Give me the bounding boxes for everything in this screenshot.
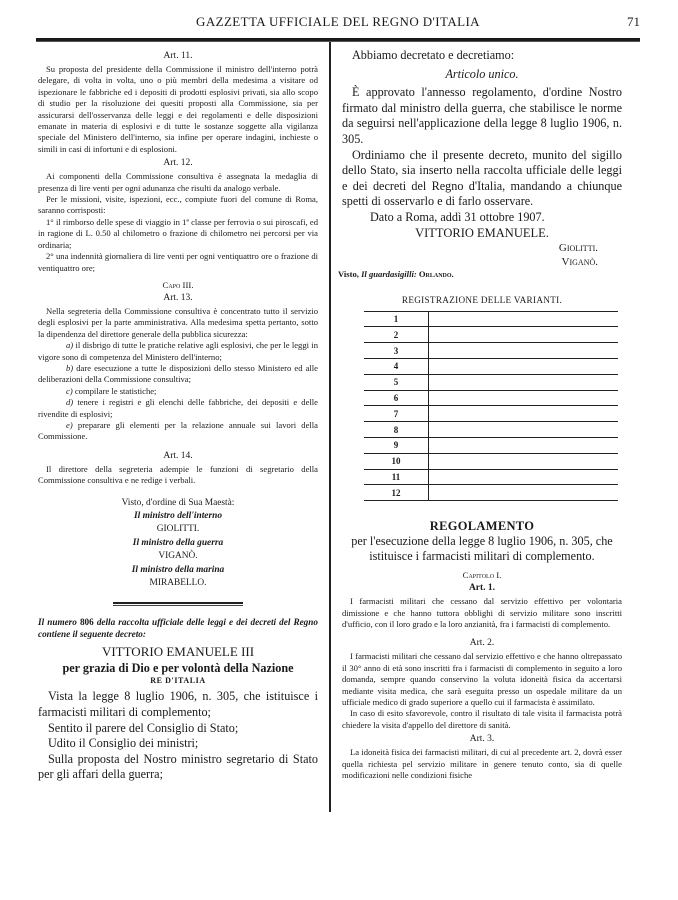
table-row: 3 bbox=[364, 343, 618, 359]
king-grace: per grazia di Dio e per volontà della Nazione bbox=[62, 661, 294, 676]
decreed-line: Abbiamo decretato e decretiamo: bbox=[352, 48, 515, 62]
regolamento-subtitle: per l'esecuzione della legge 8 luglio 1906, n. 305, che istituisce i farmacisti militari di complemento. bbox=[351, 534, 613, 564]
minister-name-vigano: VIGANÒ. bbox=[158, 551, 198, 562]
variants-table bbox=[364, 311, 618, 502]
art13-item-e: e) preparare gli elementi per la relazione annuale sui lavori della Commissione. bbox=[38, 419, 318, 442]
reg-art1-text: I farmacisti militari che cessano dal servizio effettivo per volontaria dimissione e che hanno tuttora obblighi di servizio militare sono inscritti d'ufficio, con il loro grado e la loro anzianità, fra i farmacisti di complemento. bbox=[342, 596, 622, 629]
left-column bbox=[38, 48, 318, 783]
decree-p2: Ordiniamo che il presente decreto, munito del sigillo dello Stato, sia inserto nella raccolta ufficiale delle leggi e dei decreti del Regno d'Italia, mandando a chiunque spetti di osservarlo e di farlo osservare. bbox=[342, 147, 622, 209]
table-row: 8 bbox=[364, 422, 618, 438]
preamble-line: Sulla proposta del Nostro ministro segretario di Stato per gli affari della guerra; bbox=[38, 751, 318, 782]
art11-heading: Art. 11. bbox=[163, 51, 193, 61]
art12-p3: 1° il rimborso delle spese di viaggio in 1ª classe per ferrovia o sui piroscafi, ed in ragione di L. 0.50 al chilometro o frazione di chilometro nei percorsi per via ordinaria; bbox=[38, 216, 318, 250]
minister-role-navy: Il ministro della marina bbox=[131, 564, 225, 575]
reg-art2-body bbox=[342, 651, 622, 731]
art3-heading: Art. 3. bbox=[469, 734, 495, 745]
variants-table-title: REGISTRAZIONE DELLE VARIANTI. bbox=[401, 294, 563, 305]
king-name: VITTORIO EMANUELE III bbox=[101, 644, 255, 660]
art13-heading: Art. 13. bbox=[163, 292, 193, 303]
art12-p2: Per le missioni, visite, ispezioni, ecc., compiute fuori del comune di Roma, saranno corrisposti: bbox=[38, 194, 318, 216]
capo3-heading: Capo III. bbox=[162, 279, 194, 290]
art14-body bbox=[38, 464, 318, 487]
minister-name-mirabello: MIRABELLO. bbox=[149, 578, 207, 589]
reg-art3-text: La idoneità fisica dei farmacisti militari, di cui al precedente art. 2, dovrà esser quella richiesta pel servizio militare in genere tenuto conto, sia di quelle modificazioni nelle condizioni fisiche bbox=[342, 747, 622, 780]
minister-role-interior: Il ministro dell'interno bbox=[133, 511, 223, 521]
preamble-line: Sentito il parere del Consiglio di Stato; bbox=[48, 720, 239, 735]
table-row: 6 bbox=[364, 390, 618, 406]
table-row: 10 bbox=[364, 453, 618, 469]
page-number: 71 bbox=[627, 14, 640, 29]
minister-name-giolitti: GIOLITTI. bbox=[156, 524, 200, 535]
reg-art2-p1: I farmacisti militari che cessano dal servizio effettivo e che hanno oltrepassato il 30° anno di età sono inscritti fra i farmacisti di complemento in seguito a loro domanda, sempre quando conservino la voluta idoneità fisica da accertarsi mediante visita medica, che sarà eseguita presso un ospedale militare da un ufficiale medico di grado superiore a quello cui il farmacista è assimilato. bbox=[342, 651, 622, 707]
reg-art3-body bbox=[342, 747, 622, 781]
section-separator bbox=[113, 602, 243, 606]
art1-heading: Art. 1. bbox=[468, 583, 496, 594]
header-double-rule bbox=[36, 38, 640, 42]
ministers-signatures bbox=[38, 497, 318, 591]
king-title: RE D'ITALIA bbox=[150, 676, 206, 686]
art13-item-b: b) dare esecuzione a tutte le disposizioni dello stesso Ministero ed alle deliberazioni della Commissione consultiva; bbox=[38, 362, 318, 385]
art2-heading: Art. 2. bbox=[469, 638, 495, 649]
table-row: 4 bbox=[364, 358, 618, 374]
art14-text: Il direttore della segreteria adempie le funzioni di segretario della Commissione consultiva e ne redige i verbali. bbox=[38, 463, 318, 486]
right-column bbox=[338, 48, 622, 781]
publication-title: GAZZETTA UFFICIALE DEL REGNO D'ITALIA bbox=[196, 14, 480, 29]
table-row: 2 bbox=[364, 327, 618, 343]
preamble-line: Vista la legge 8 luglio 1906, n. 305, che istituisce i farmacisti militari di complemento; bbox=[38, 689, 318, 720]
decree-preamble bbox=[38, 689, 318, 783]
visto-line: Visto, d'ordine di Sua Maestà: bbox=[121, 497, 235, 508]
guardasigilli-line: Visto, Il guardasigilli: Orlando. bbox=[338, 269, 454, 280]
table-row: 1 bbox=[364, 311, 618, 327]
table-row: 9 bbox=[364, 437, 618, 453]
art13-body bbox=[38, 306, 318, 443]
king-signature: VITTORIO EMANUELE. bbox=[415, 225, 549, 240]
art12-heading: Art. 12. bbox=[163, 158, 193, 169]
minister-role-war: Il ministro della guerra bbox=[132, 537, 224, 548]
art13-item-d: d) tenere i registri e gli elenchi delle fabbriche, dei depositi e delle rivendite di esplosivi; bbox=[38, 397, 318, 419]
art13-intro: Nella segreteria della Commissione consultiva è concentrato tutto il servizio degli esplosivi per la parte amministrativa. Alla medesima spetta pertanto, sotto la dipendenza del direttore generale della pubblica sicurezza: bbox=[38, 305, 318, 339]
page-header bbox=[36, 14, 640, 34]
art12-body bbox=[38, 171, 318, 274]
capitolo-heading: Capitolo I. bbox=[462, 570, 502, 581]
art13-item-c: c) compilare le statistiche; bbox=[66, 385, 157, 396]
decree-intro: Il numero 806 della raccolta ufficiale delle leggi e dei decreti del Regno contiene il seguente decreto: bbox=[38, 617, 318, 640]
signature-giolitti: Giolitti. bbox=[558, 242, 598, 255]
decree-body bbox=[342, 48, 622, 241]
art12-p4: 2° una indennità giornaliera di lire venti per ogni ventiquattro ore o frazione di ventiquattro ore; bbox=[38, 251, 318, 273]
table-row: 12 bbox=[364, 485, 618, 501]
art14-heading: Art. 14. bbox=[163, 450, 193, 461]
art11-text: Su proposta del presidente della Commissione il ministro dell'interno potrà delegare, di volta in volta, uno o più membri della medesima a visitare od ispezionare le fabbriche ed i depositi di prodotti esplosivi privati, sia allo scopo di studio per la risoluzione dei quesiti proposti alla Commissione, sia per assicurarsi dell'osservanza delle leggi e dei regolamenti e delle disposizioni emanate in materia di esplosivi e di tutte le sostanze soggette alla vigilanza speciale del Ministero dell'interno, sia infine per operare indagini, inchieste o simili in casi di infortuni e di esplosioni. bbox=[38, 64, 318, 154]
art11-body bbox=[38, 64, 318, 155]
art12-p1: Ai componenti della Commissione consultiva è assegnata la medaglia di presenza di lire venti per ogni adunanza che risulti da analogo verbale. bbox=[38, 171, 318, 193]
table-row: 7 bbox=[364, 406, 618, 422]
articolo-unico: Articolo unico. bbox=[445, 66, 519, 81]
preamble-line: Udito il Consiglio dei ministri; bbox=[48, 736, 199, 751]
reg-art1-body bbox=[342, 596, 622, 630]
dato-line: Dato a Roma, addì 31 ottobre 1907. bbox=[370, 209, 545, 224]
decree-p1: È approvato l'annesso regolamento, d'ordine Nostro firmato dal ministro della guerra, che stabilisce le norme da seguirsi nell'applicazione della legge 8 luglio 1906, n. 305. bbox=[342, 85, 622, 146]
signature-vigano: Viganò. bbox=[561, 256, 598, 269]
table-row: 5 bbox=[364, 374, 618, 390]
table-row: 11 bbox=[364, 469, 618, 485]
regolamento-title: REGOLAMENTO bbox=[429, 519, 535, 534]
reg-art2-p2: In caso di esito sfavorevole, contro il risultato di tale visita il farmacista potrà chiedere la visita d'appello del direttore di sanità. bbox=[342, 708, 622, 730]
column-divider bbox=[329, 42, 331, 812]
art13-item-a: a) il disbrigo di tutte le pratiche relative agli esplosivi, che per le leggi in vigore sono di competenza del Ministero dell'interno; bbox=[38, 340, 318, 362]
